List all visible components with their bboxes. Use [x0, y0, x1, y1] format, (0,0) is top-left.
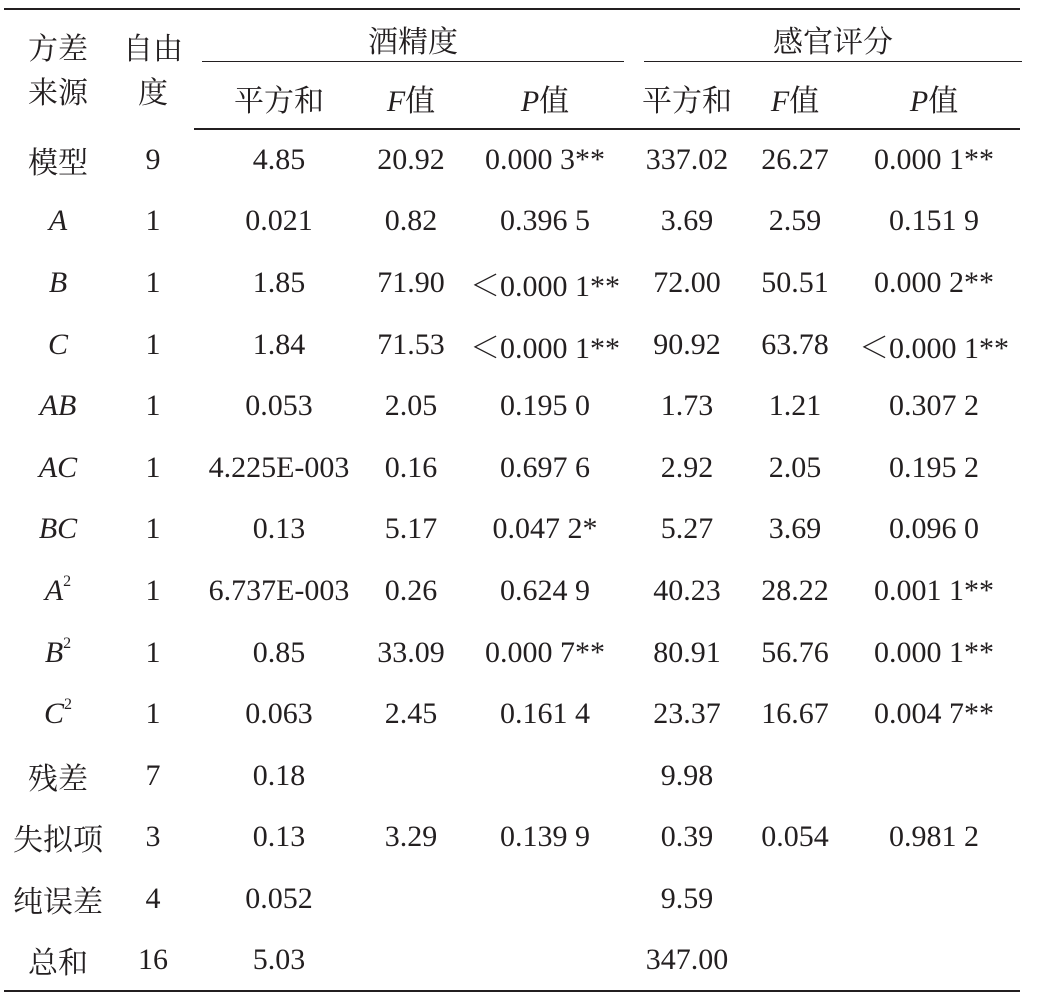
source-label: A [44, 573, 64, 607]
cell-ss1: 0.021 [245, 204, 313, 238]
p-letter: P [520, 85, 540, 118]
header-source-line2: 来源 [28, 77, 88, 110]
cell-f2: 28.22 [761, 573, 829, 607]
cell-p2: 0.151 9 [889, 204, 980, 238]
cell-df: 1 [145, 573, 161, 607]
cell-ss1: 5.03 [194, 930, 364, 992]
cell-f1: 71.90 [377, 265, 445, 299]
cell-source [4, 622, 112, 684]
header-p-sensory [848, 68, 1020, 129]
cell-source [4, 129, 112, 191]
cell-df: 4 [145, 881, 161, 915]
cell-p2: 0.307 2 [889, 389, 980, 423]
cell-source [4, 437, 112, 499]
cell-df: 1 [145, 450, 161, 484]
source-label: 模型 [28, 146, 88, 180]
cell-ss2: 23.37 [653, 697, 721, 731]
cell-ss2: 3.69 [660, 204, 714, 238]
cell-df: 1 [145, 389, 161, 423]
cell-f2: 0.054 [761, 820, 829, 854]
value-suffix: 值 [928, 85, 959, 118]
cell-df: 1 [145, 327, 161, 361]
cell-f1: 0.26 [384, 573, 438, 607]
table-row [4, 129, 1020, 191]
table-body [4, 129, 1020, 991]
header-group-sensory [632, 9, 1020, 68]
cell-p2: 0.981 2 [889, 820, 980, 854]
cell-p1: 0.624 9 [500, 573, 591, 607]
cell-df: 3 [145, 820, 161, 854]
cell-source [4, 930, 112, 992]
cell-f2 [742, 868, 848, 930]
cell-source [4, 807, 112, 869]
cell-p2: 0.195 2 [889, 450, 980, 484]
header-ss-sensory: 平方和 [632, 68, 742, 129]
header-group-alcohol-label: 酒精度 [202, 17, 624, 62]
table-row [4, 745, 1020, 807]
cell-p1: 0.139 9 [500, 820, 591, 854]
cell-ss1: 0.13 [252, 512, 306, 546]
cell-source [4, 745, 112, 807]
cell-ss1: 0.85 [252, 635, 306, 669]
cell-ss2: 40.23 [653, 573, 721, 607]
table-row [4, 930, 1020, 992]
cell-p1 [458, 930, 632, 992]
cell-source [4, 314, 112, 376]
header-source-line1: 方差 [28, 33, 88, 66]
cell-f1: 0.16 [384, 450, 438, 484]
cell-p2: 0.001 1** [874, 573, 995, 607]
cell-ss2: 9.59 [660, 881, 714, 915]
source-label: BC [38, 512, 78, 546]
cell-f1: 71.53 [377, 327, 445, 361]
superscript: 2 [64, 696, 72, 714]
cell-p1: 0.697 6 [500, 450, 591, 484]
cell-ss2: 5.27 [660, 512, 714, 546]
cell-ss1: 0.063 [245, 697, 313, 731]
cell-p1: 0.000 3** [485, 143, 606, 177]
cell-df: 9 [145, 142, 161, 176]
anova-table [4, 8, 1020, 992]
cell-source [4, 560, 112, 622]
header-df-line2: 度 [138, 77, 168, 110]
cell-f2 [742, 930, 848, 992]
cell-f1: 0.82 [384, 204, 438, 238]
table-row [4, 622, 1020, 684]
cell-f1: 33.09 [377, 635, 445, 669]
header-df [112, 9, 194, 129]
source-label: AC [38, 450, 78, 484]
superscript: 2 [63, 634, 72, 652]
cell-df: 1 [145, 265, 161, 299]
cell-f1: 2.05 [384, 389, 438, 423]
cell-f2: 2.59 [768, 204, 822, 238]
table-row [4, 191, 1020, 253]
header-source [4, 9, 112, 129]
source-label: 纯误差 [13, 885, 103, 919]
cell-df: 1 [145, 204, 161, 238]
source-label: C [47, 327, 68, 361]
cell-p1: ＜0.000 1** [470, 269, 621, 303]
cell-ss2: 80.91 [653, 635, 721, 669]
cell-df: 1 [145, 635, 161, 669]
cell-f1: 2.45 [384, 697, 438, 731]
cell-ss1: 1.84 [252, 327, 306, 361]
source-label: B [48, 265, 68, 299]
cell-ss2: 9.98 [660, 758, 714, 792]
source-label: 失拟项 [13, 824, 103, 858]
cell-ss2: 347.00 [632, 930, 742, 992]
table-row [4, 499, 1020, 561]
cell-f2: 63.78 [761, 327, 829, 361]
table-row [4, 252, 1020, 314]
table-header [4, 9, 1020, 129]
cell-ss1: 0.052 [245, 881, 313, 915]
p-letter: P [909, 85, 929, 118]
cell-p1 [458, 868, 632, 930]
header-f-sensory [742, 68, 848, 129]
header-group-alcohol [194, 9, 632, 68]
cell-p1 [458, 745, 632, 807]
cell-p1: 0.000 7** [485, 635, 606, 669]
cell-ss1: 0.18 [252, 758, 306, 792]
cell-ss1: 1.85 [252, 265, 306, 299]
source-label: B [44, 635, 64, 669]
cell-p2 [848, 930, 1020, 992]
cell-p1: 0.047 2* [492, 512, 598, 546]
cell-p2: 0.000 1** [874, 143, 995, 177]
cell-p1: 0.195 0 [500, 389, 591, 423]
header-group-sensory-label: 感官评分 [644, 17, 1022, 62]
source-label: 残差 [28, 762, 88, 796]
cell-ss2: 1.73 [660, 389, 714, 423]
cell-ss1: 0.053 [245, 389, 313, 423]
cell-f2: 1.21 [768, 389, 822, 423]
cell-source [4, 191, 112, 253]
value-suffix: 值 [405, 85, 436, 118]
cell-p2 [848, 745, 1020, 807]
cell-ss1: 0.13 [252, 820, 306, 854]
value-suffix: 值 [539, 85, 570, 118]
cell-ss1: 6.737E-003 [208, 573, 350, 607]
cell-p2: ＜0.000 1** [859, 331, 1010, 365]
cell-source [4, 868, 112, 930]
cell-f1 [364, 745, 458, 807]
cell-f2: 3.69 [768, 512, 822, 546]
cell-ss1: 4.225E-003 [208, 450, 350, 484]
source-label: A [48, 204, 68, 238]
cell-source [4, 683, 112, 745]
cell-p2 [848, 868, 1020, 930]
cell-f2: 26.27 [761, 143, 829, 177]
superscript: 2 [63, 572, 72, 590]
cell-p1: ＜0.000 1** [470, 331, 621, 365]
cell-source [4, 375, 112, 437]
table-row [4, 437, 1020, 499]
cell-p1: 0.161 4 [500, 697, 591, 731]
table-row [4, 807, 1020, 869]
cell-p1: 0.396 5 [500, 204, 591, 238]
cell-p2: 0.004 7** [874, 697, 995, 731]
table-row [4, 683, 1020, 745]
value-suffix: 值 [789, 85, 820, 118]
cell-ss2: 0.39 [660, 820, 714, 854]
cell-source [4, 499, 112, 561]
cell-f2 [742, 745, 848, 807]
cell-f2: 2.05 [768, 450, 822, 484]
cell-p2: 0.096 0 [889, 512, 980, 546]
cell-ss1: 4.85 [252, 143, 306, 177]
header-p-alcohol [458, 68, 632, 129]
cell-f1 [364, 868, 458, 930]
table-row [4, 560, 1020, 622]
cell-p2: 0.000 2** [874, 265, 995, 299]
cell-source [4, 252, 112, 314]
cell-f1: 5.17 [384, 512, 438, 546]
cell-ss2: 90.92 [653, 327, 721, 361]
header-f-alcohol [364, 68, 458, 129]
source-label: C [43, 697, 64, 731]
cell-ss2: 2.92 [660, 450, 714, 484]
table-row [4, 314, 1020, 376]
cell-f2: 16.67 [761, 697, 829, 731]
cell-df: 7 [145, 758, 161, 792]
table-row [4, 375, 1020, 437]
table-row [4, 868, 1020, 930]
f-letter: F [386, 85, 406, 118]
cell-f2: 56.76 [761, 635, 829, 669]
cell-df: 1 [145, 697, 161, 731]
f-letter: F [770, 85, 790, 118]
cell-df: 1 [145, 512, 161, 546]
source-label: AB [39, 389, 77, 423]
cell-f1: 20.92 [377, 143, 445, 177]
cell-f1 [364, 930, 458, 992]
source-label: 总和 [28, 947, 88, 981]
cell-df: 16 [112, 930, 194, 992]
cell-ss2: 72.00 [653, 265, 721, 299]
header-df-line1: 自由 [123, 33, 183, 66]
cell-ss2: 337.02 [645, 143, 729, 177]
cell-p2: 0.000 1** [874, 635, 995, 669]
cell-f1: 3.29 [384, 820, 438, 854]
cell-f2: 50.51 [761, 265, 829, 299]
header-ss-alcohol: 平方和 [194, 68, 364, 129]
